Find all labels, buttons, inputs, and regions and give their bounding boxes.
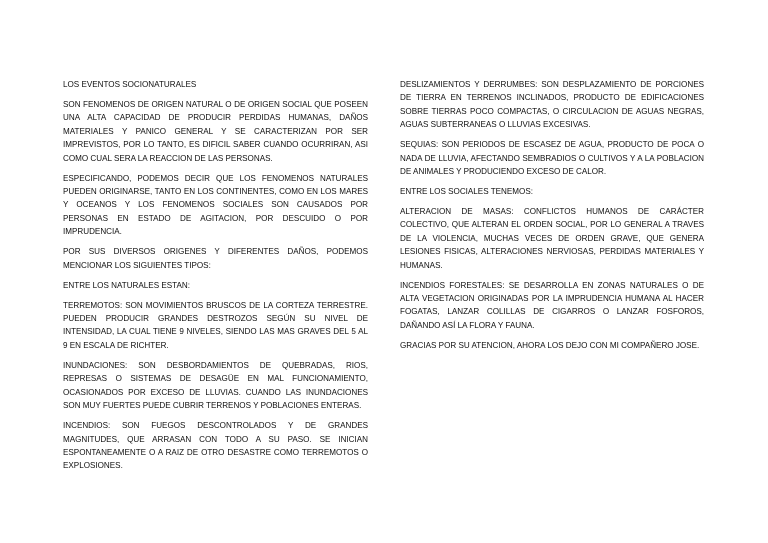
paragraph-specification: ESPECIFICANDO, PODEMOS DECIR QUE LOS FENOMENOS NATURALES PUEDEN ORIGINARSE, TANTO EN LOS CONTINENTES, COMO EN LOS MARES Y OCEANOS Y LOS FENOMENOS SOCIALES SON CAUSADOS POR PERSONAS EN ESTADO DE AGITACION, POR DESCUIDO O POR IMPRUDENCIA.	[63, 173, 368, 237]
section-title: LOS EVENTOS SOCIONATURALES	[63, 80, 197, 89]
paragraph-inundaciones: INUNDACIONES: SON DESBORDAMIENTOS DE QUEBRADAS, RIOS, REPRESAS O SISTEMAS DE DESAGÜE EN MAL FUNCIONAMIENTO, OCASIONADOS POR EXCESO DE LLUVIAS. CUANDO LAS INUNDACIONES SON MUY FUERTES PUEDE CUBRIR TERRENOS Y POBLACIONES ENTERAS.	[63, 360, 368, 411]
paragraph-incendios-forestales: INCENDIOS FORESTALES: SE DESARROLLA EN ZONAS NATURALES O DE ALTA VEGETACION ORIGINADAS POR LA IMPRUDENCIA HUMANA AL HACER FOGATAS, LANZAR COLILLAS DE CIGARROS O LANZAR FOSFOROS, DAÑANDO ASÍ LA FLORA Y FAUNA.	[400, 280, 704, 330]
paragraph-closing: GRACIAS POR SU ATENCION, AHORA LOS DEJO CON MI COMPAÑERO JOSE.	[400, 340, 700, 350]
paragraph-types-intro: POR SUS DIVERSOS ORIGENES Y DIFERENTES DAÑOS, PODEMOS MENCIONAR LOS SIGUIENTES TIPOS:	[63, 247, 368, 270]
left-column	[63, 78, 368, 479]
paragraph-deslizamientos: DESLIZAMIENTOS Y DERRUMBES: SON DESPLAZAMIENTO DE PORCIONES DE TIERRA EN TERRENOS INCLINADOS, PRODUCTO DE EDIFICACIONES SOBRE TIERRAS POCO COMPACTAS, O CIRCULACION DE AGUAS NEGRAS, AGUAS SUBTERRANEAS O LLUVIAS EXCESIVAS.	[400, 80, 704, 130]
subheading-social: ENTRE LOS SOCIALES TENEMOS:	[400, 187, 533, 197]
paragraph-sequias: SEQUIAS: SON PERIODOS DE ESCASEZ DE AGUA, PRODUCTO DE POCA O NADA DE LLUVIA, AFECTANDO SEMBRADIOS O CULTIVOS Y A LA POBLACION DE ANIMALES Y PRODUCIENDO EXCESO DE CALOR.	[400, 140, 704, 177]
subheading-natural: ENTRE LOS NATURALES ESTAN:	[63, 280, 190, 290]
paragraph-alteracion-masas: ALTERACION DE MASAS: CONFLICTOS HUMANOS DE CARÁCTER COLECTIVO, QUE ALTERAN EL ORDEN SOCIAL, POR LO GENERAL A TRAVES DE LA VIOLENCIA, MUCHAS VECES DE ORDEN GRAVE, QUE GENERA LESIONES FISICAS, ALTERACIONES NERVIOSAS, PERDIDAS MATERIALES Y HUMANAS.	[400, 207, 704, 270]
right-column	[400, 78, 704, 359]
paragraph-incendios: INCENDIOS: SON FUEGOS DESCONTROLADOS Y DE GRANDES MAGNITUDES, QUE ARRASAN CON TODO A SU PASO. SE INICIAN ESPONTANEAMENTE O A RAIZ DE OTRO DESASTRE COMO TERREMOTOS O EXPLOSIONES.	[63, 421, 368, 471]
paragraph-terremotos: TERREMOTOS: SON MOVIMIENTOS BRUSCOS DE LA CORTEZA TERRESTRE. PUEDEN PRODUCIR GRANDES DESTROZOS SEGÚN SU NIVEL DE INTENSIDAD, LA CUAL TIENE 9 NIVELES, SIENDO LAS MAS GRAVES DEL 5 AL 9 EN ESCALA DE RICHTER.	[63, 300, 368, 350]
paragraph-definition: SON FENOMENOS DE ORIGEN NATURAL O DE ORIGEN SOCIAL QUE POSEEN UNA ALTA CAPACIDAD DE PRODUCIR PERDIDAS HUMANAS, DAÑOS MATERIALES Y PANICO GENERAL Y SE CARACTERIZAN POR SER IMPREVISTOS, POR LO TANTO, ES DIFICIL SABER CUANDO OCURRIRAN, ASI COMO CUAL SERA LA REACCION DE LAS PERSONAS.	[63, 100, 368, 163]
